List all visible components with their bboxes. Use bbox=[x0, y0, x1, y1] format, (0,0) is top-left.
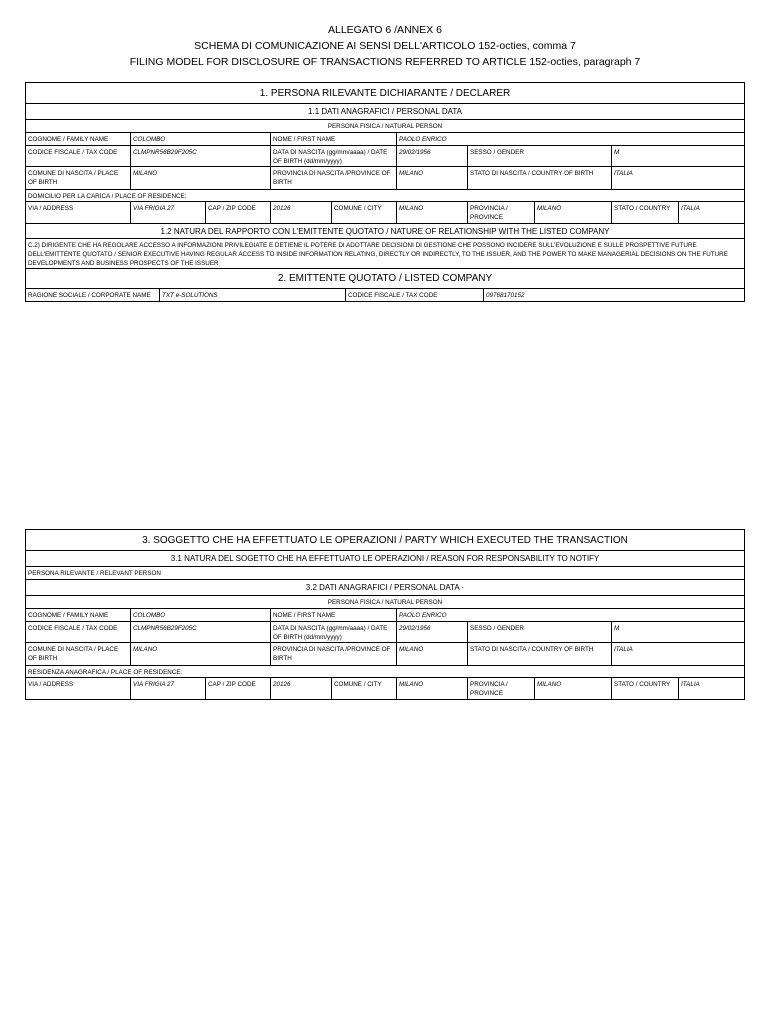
gender-value[interactable]: M bbox=[611, 146, 744, 166]
s3-zip-value[interactable]: 20126 bbox=[270, 678, 331, 699]
annex-title: ALLEGATO 6 /ANNEX 6 bbox=[328, 24, 442, 36]
tax-code-label: CODICE FISCALE / TAX CODE bbox=[28, 149, 118, 156]
section3-name-row bbox=[26, 608, 744, 621]
s3-address-label: VIA / ADDRESS bbox=[28, 681, 74, 688]
s3-residence-label: RESIDENZA ANAGRAFICA / PLACE OF RESIDENCE: bbox=[28, 669, 183, 676]
first-name-label: NOME / FIRST NAME bbox=[270, 133, 396, 145]
section1-title-row bbox=[26, 83, 744, 103]
province-label: PROVINCIA / PROVINCE bbox=[467, 202, 534, 223]
s3-tax-code-label: CODICE FISCALE / TAX CODE bbox=[28, 625, 118, 632]
family-name-label: COGNOME / FAMILY NAME bbox=[28, 136, 109, 143]
section3-natural-person: PERSONA FISICA / NATURAL PERSON bbox=[327, 598, 443, 606]
s3-birth-country-value[interactable]: ITALIA bbox=[611, 643, 744, 665]
reason-value[interactable]: PERSONA RILEVANTE / RELEVANT PERSON bbox=[28, 570, 161, 577]
country-value[interactable]: ITALIA bbox=[678, 202, 744, 223]
family-name-value[interactable]: COLOMBO bbox=[130, 133, 270, 145]
section1-address-row bbox=[26, 201, 744, 223]
s3-birth-town-label: COMUNE DI NASCITA / PLACE OF BIRTH bbox=[28, 646, 119, 662]
section3-address-row bbox=[26, 677, 744, 699]
s3-country-value[interactable]: ITALIA bbox=[678, 678, 744, 699]
section3-sub2-row bbox=[26, 579, 744, 595]
filing-model-title: FILING MODEL FOR DISCLOSURE OF TRANSACTIONS REFERRED TO ARTICLE 152-octies, paragraph 7 bbox=[129, 56, 641, 68]
section1-natural-person-row bbox=[26, 119, 744, 132]
dob-label: DATA DI NASCITA (gg/mm/aaaa) / DATE OF BIRTH (dd/mm/yyyy) bbox=[270, 146, 396, 166]
zip-label: CAP / ZIP CODE bbox=[205, 202, 270, 223]
birth-country-label: STATO DI NASCITA / COUNTRY OF BIRTH bbox=[467, 167, 611, 189]
s3-birth-country-label: STATO DI NASCITA / COUNTRY OF BIRTH bbox=[467, 643, 611, 665]
section3-title: 3. SOGGETTO CHE HA EFFETTUATO LE OPERAZIONI / PARTY WHICH EXECUTED THE TRANSACTION bbox=[142, 534, 628, 546]
section3-title-row bbox=[26, 530, 744, 550]
section1-sub1-row bbox=[26, 103, 744, 119]
s3-province-label: PROVINCIA / PROVINCE bbox=[467, 678, 534, 699]
province-value[interactable]: MILANO bbox=[534, 202, 611, 223]
s3-gender-value[interactable]: M bbox=[611, 622, 744, 642]
city-value[interactable]: MILANO bbox=[396, 202, 467, 223]
tax-code-value[interactable]: CLMPNR56B29F205C bbox=[130, 146, 270, 166]
section3-personal-data-title: 3.2 DATI ANAGRAFICI / PERSONAL DATA · bbox=[305, 583, 465, 592]
address-label: VIA / ADDRESS bbox=[28, 205, 74, 212]
birth-town-label: COMUNE DI NASCITA / PLACE OF BIRTH bbox=[28, 170, 119, 186]
relationship-text[interactable]: C.2) DIRIGENTE CHE HA REGOLARE ACCESSO A INFORMAZIONI PRIVILEGIATE E DETIENE IL POTERE DI ADOTTARE DECISIONI DI GESTIONE CHE POSSONO INCIDERE SULL'EVOLUZIONE E SULLE PROSPETTIVE FUTURE DELL'EMITTENTE QUOTATO / SENIOR EXECUTIVE HAVING REGULAR ACCESS TO INSIDE INFORMATION RELATING, DIRECTLY OR INDIRECTLY, TO THE ISSUER, AND THE POWER TO MAKE MANAGERIAL DECISIONS ON THE FUTURE DEVELOPMENTS AND BUSINESS PROSPECTS OF THE ISSUER bbox=[28, 242, 728, 268]
s3-birth-province-value[interactable]: MILANO bbox=[396, 643, 467, 665]
declarer-form bbox=[25, 82, 745, 302]
zip-value[interactable]: 20126 bbox=[270, 202, 331, 223]
relationship-row bbox=[26, 238, 744, 268]
s3-family-name-value[interactable]: COLOMBO bbox=[130, 609, 270, 621]
birth-town-value[interactable]: MILANO bbox=[130, 167, 270, 189]
dob-value[interactable]: 29/02/1956 bbox=[396, 146, 467, 166]
s3-dob-label: DATA DI NASCITA (gg/mm/aaaa) / DATE OF BIRTH (dd/mm/yyyy) bbox=[270, 622, 396, 642]
country-label: STATO / COUNTRY bbox=[611, 202, 678, 223]
corporate-name-value[interactable]: TXT e-SOLUTIONS bbox=[159, 289, 345, 301]
reason-row bbox=[26, 566, 744, 579]
section1-taxcode-row bbox=[26, 145, 744, 166]
s3-zip-label: CAP / ZIP CODE bbox=[205, 678, 270, 699]
section2-title-row bbox=[26, 268, 744, 288]
gender-label: SESSO / GENDER bbox=[467, 146, 611, 166]
birth-province-value[interactable]: MILANO bbox=[396, 167, 467, 189]
section3-residence-row bbox=[26, 665, 744, 677]
section2-company-row bbox=[26, 288, 744, 301]
s3-province-value[interactable]: MILANO bbox=[534, 678, 611, 699]
s3-tax-code-value[interactable]: CLMPNR56B29F205C bbox=[130, 622, 270, 642]
schema-title: SCHEMA DI COMUNICAZIONE AI SENSI DELL'ARTICOLO 152-octies, comma 7 bbox=[194, 40, 576, 52]
section3-sub1-row bbox=[26, 550, 744, 566]
s3-first-name-label: NOME / FIRST NAME bbox=[270, 609, 396, 621]
s3-city-value[interactable]: MILANO bbox=[396, 678, 467, 699]
s3-dob-value[interactable]: 29/02/1956 bbox=[396, 622, 467, 642]
s3-gender-label: SESSO / GENDER bbox=[467, 622, 611, 642]
section1-natural-person: PERSONA FISICA / NATURAL PERSON bbox=[327, 122, 443, 130]
section1-sub2-row bbox=[26, 223, 744, 238]
s3-birth-town-value[interactable]: MILANO bbox=[130, 643, 270, 665]
first-name-value[interactable]: PAOLO ENRICO bbox=[396, 133, 744, 145]
section1-birth-row bbox=[26, 166, 744, 189]
section2-title: 2. EMITTENTE QUOTATO / LISTED COMPANY bbox=[277, 273, 493, 284]
section3-natural-person-row bbox=[26, 595, 744, 608]
transaction-party-form bbox=[25, 529, 745, 700]
s3-address-value[interactable]: VIA FRIGIA 27 bbox=[130, 678, 205, 699]
section1-name-row bbox=[26, 132, 744, 145]
birth-province-label: PROVINCIA DI NASCITA /PROVINCE OF BIRTH bbox=[270, 167, 396, 189]
s3-family-name-label: COGNOME / FAMILY NAME bbox=[28, 612, 109, 619]
s3-country-label: STATO / COUNTRY bbox=[611, 678, 678, 699]
residence-label: DOMICILIO PER LA CARICA / PLACE OF RESIDENCE: bbox=[28, 193, 187, 200]
section3-taxcode-row bbox=[26, 621, 744, 642]
company-tax-code-value[interactable]: 09768170152 bbox=[483, 289, 744, 301]
birth-country-value[interactable]: ITALIA bbox=[611, 167, 744, 189]
section1-residence-row bbox=[26, 189, 744, 201]
corporate-name-label: RAGIONE SOCIALE / CORPORATE NAME bbox=[28, 292, 151, 299]
reason-title: 3.1 NATURA DEL SOGETTO CHE HA EFFETTUATO LE OPERAZIONI / REASON FOR RESPONSABILITY TO NOTIFY bbox=[170, 554, 600, 563]
section3-birth-row bbox=[26, 642, 744, 665]
company-tax-code-label: CODICE FISCALE / TAX CODE bbox=[345, 289, 483, 301]
s3-first-name-value[interactable]: PAOLO ENRICO bbox=[396, 609, 744, 621]
s3-city-label: COMUNE / CITY bbox=[331, 678, 396, 699]
relationship-title: 1.2 NATURA DEL RAPPORTO CON L'EMITTENTE QUOTATO / NATURE OF RELATIONSHIP WITH THE LISTED COMPANY bbox=[160, 226, 610, 236]
s3-birth-province-label: PROVINCIA DI NASCITA /PROVINCE OF BIRTH bbox=[270, 643, 396, 665]
section1-personal-data-title: 1.1 DATI ANAGRAFICI / PERSONAL DATA bbox=[308, 107, 462, 116]
address-value[interactable]: VIA FRIGIA 27 bbox=[130, 202, 205, 223]
section1-title: 1. PERSONA RILEVANTE DICHIARANTE / DECLARER bbox=[259, 87, 511, 99]
city-label: COMUNE / CITY bbox=[331, 202, 396, 223]
